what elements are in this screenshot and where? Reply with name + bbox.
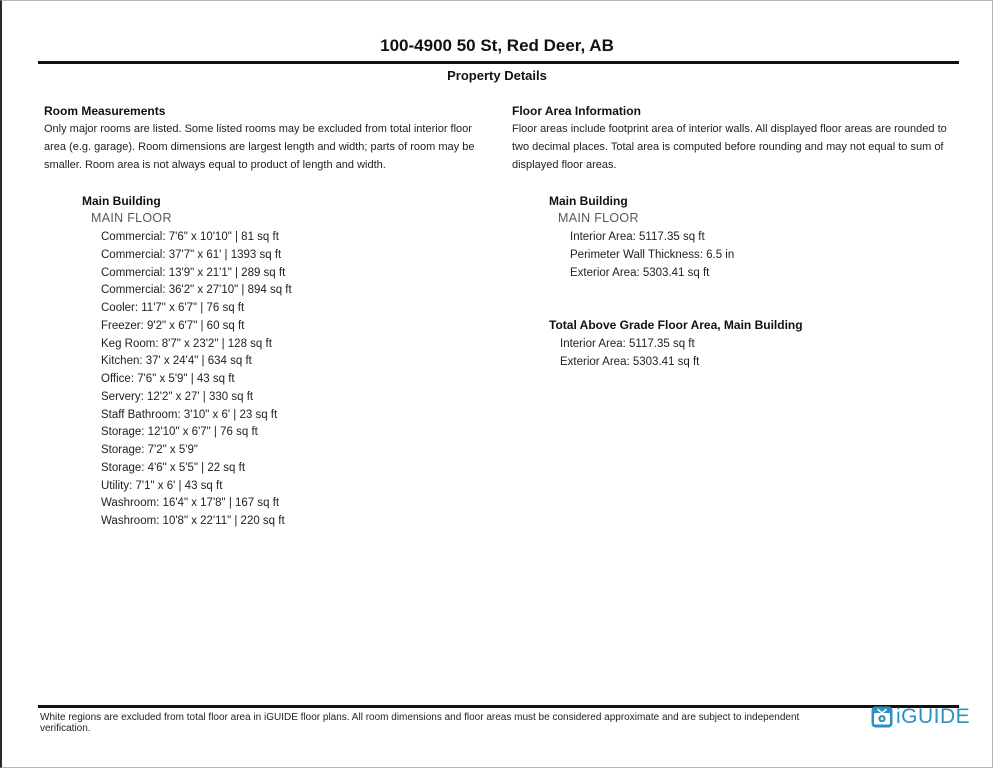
floor-area-building-label: Main Building bbox=[549, 194, 628, 208]
room-measurement-item: Commercial: 13'9" x 21'1" | 289 sq ft bbox=[101, 266, 286, 279]
floor-area-intro bbox=[512, 104, 964, 174]
iguide-camera-icon bbox=[871, 706, 893, 728]
room-measurement-item: Washroom: 16'4" x 17'8" | 167 sq ft bbox=[101, 497, 280, 510]
iguide-logo-text: iGUIDE bbox=[896, 705, 971, 728]
room-measurements-floor-label: MAIN FLOOR bbox=[91, 211, 172, 225]
total-floor-area-stat-item: Interior Area: 5117.35 sq ft bbox=[560, 338, 695, 350]
room-measurement-item: Commercial: 7'6" x 10'10" | 81 sq ft bbox=[101, 231, 279, 243]
floor-area-stat-item: Exterior Area: 5303.41 sq ft bbox=[570, 266, 710, 279]
floor-area-heading: Floor Area Information bbox=[512, 104, 641, 118]
total-floor-area-heading: Total Above Grade Floor Area, Main Building bbox=[549, 318, 803, 332]
room-measurement-item: Storage: 4'6" x 5'5" | 22 sq ft bbox=[101, 461, 246, 474]
page-title: 100-4900 50 St, Red Deer, AB bbox=[380, 36, 614, 55]
page-subtitle: Property Details bbox=[447, 68, 547, 83]
floor-area-stat-item: Interior Area: 5117.35 sq ft bbox=[570, 231, 705, 243]
floor-area-stats-list bbox=[570, 229, 734, 282]
room-measurement-item: Storage: 7'2" x 5'9" bbox=[101, 444, 198, 456]
room-measurements-description: Only major rooms are listed. Some listed rooms may be excluded from total interior floor area (e.g. garage). Room dimensions are largest length and width; parts of room may be smaller. Room area is not always equal to product of length and width. bbox=[44, 123, 475, 171]
room-measurements-heading: Room Measurements bbox=[44, 104, 166, 118]
room-measurement-item: Cooler: 11'7" x 6'7" | 76 sq ft bbox=[101, 302, 245, 314]
floor-area-stat-item: Perimeter Wall Thickness: 6.5 in bbox=[570, 248, 735, 261]
room-measurement-item: Servery: 12'2" x 27' | 330 sq ft bbox=[101, 390, 254, 403]
footer-divider bbox=[38, 705, 959, 708]
room-measurement-item: Freezer: 9'2" x 6'7" | 60 sq ft bbox=[101, 319, 245, 332]
room-measurements-building-label: Main Building bbox=[82, 194, 161, 208]
room-measurement-item: Utility: 7'1" x 6' | 43 sq ft bbox=[101, 479, 223, 492]
floor-area-floor-label: MAIN FLOOR bbox=[558, 211, 639, 225]
iguide-logo bbox=[871, 706, 970, 728]
title-divider bbox=[38, 61, 959, 64]
room-measurement-item: Staff Bathroom: 3'10" x 6' | 23 sq ft bbox=[101, 408, 278, 421]
room-measurement-item: Washroom: 10'8" x 22'11" | 220 sq ft bbox=[101, 515, 285, 527]
total-floor-area-stats-list bbox=[560, 336, 699, 372]
room-measurement-item: Commercial: 37'7" x 61' | 1393 sq ft bbox=[101, 248, 282, 261]
room-measurement-item: Kitchen: 37' x 24'4" | 634 sq ft bbox=[101, 355, 252, 368]
room-measurements-intro bbox=[44, 104, 490, 174]
floor-area-description: Floor areas include footprint area of interior walls. All displayed floor areas are rounded to two decimal places. Total area is computed before rounding and may not equal to sum of displayed floor areas. bbox=[512, 123, 947, 171]
room-measurement-item: Storage: 12'10" x 6'7" | 76 sq ft bbox=[101, 426, 258, 439]
room-measurements-list bbox=[101, 229, 292, 531]
room-measurement-item: Keg Room: 8'7" x 23'2" | 128 sq ft bbox=[101, 337, 272, 350]
room-measurement-item: Commercial: 36'2" x 27'10" | 894 sq ft bbox=[101, 284, 292, 297]
total-floor-area-stat-item: Exterior Area: 5303.41 sq ft bbox=[560, 355, 700, 368]
room-measurement-item: Office: 7'6" x 5'9" | 43 sq ft bbox=[101, 373, 235, 385]
footer-disclaimer: White regions are excluded from total floor area in iGUIDE floor plans. All room dimensions and floor areas must be considered approximate and are subject to independent verification. bbox=[40, 712, 800, 734]
